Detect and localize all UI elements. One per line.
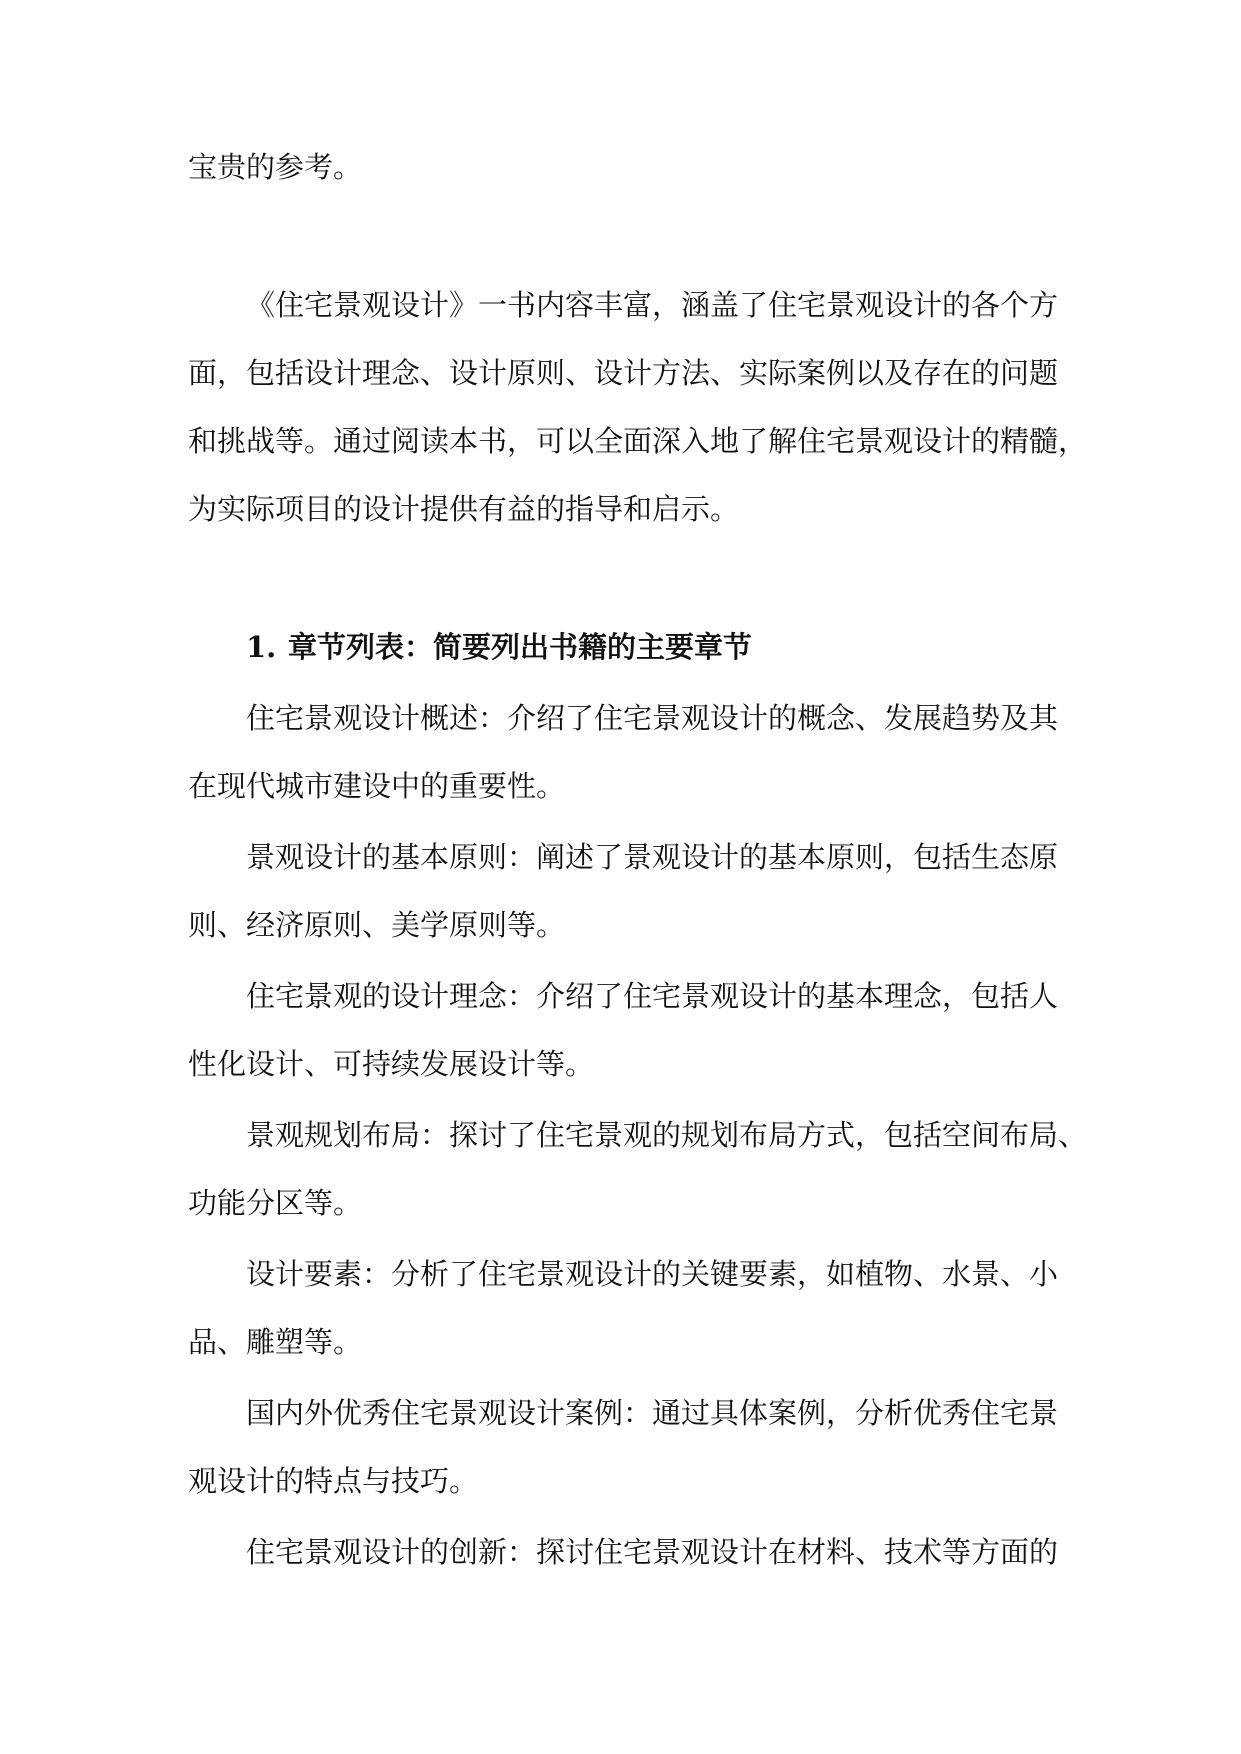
chapter-3-line-1: 住宅景观的设计理念：介绍了住宅景观设计的基本理念，包括人 [246, 979, 1059, 1013]
summary-line-4: 为实际项目的设计提供有益的指导和启示。 [188, 492, 740, 526]
intro-tail-line: 宝贵的参考。 [188, 150, 363, 184]
section-heading [188, 613, 1058, 681]
chapter-list [188, 684, 1088, 1586]
paragraph-gap [188, 201, 1058, 271]
summary-line-3: 和挑战等。通过阅读本书，可以全面深入地了解住宅景观设计的精髓， [188, 424, 1088, 458]
chapter-4-line-2: 功能分区等。 [188, 1186, 363, 1220]
chapter-6-line-2: 观设计的特点与技巧。 [188, 1464, 479, 1498]
chapter-1-line-1: 住宅景观设计概述：介绍了住宅景观设计的概念、发展趋势及其 [246, 701, 1059, 735]
chapter-item [188, 1518, 1058, 1586]
chapter-item [188, 684, 1058, 820]
chapter-4-line-1: 景观规划布局：探讨了住宅景观的规划布局方式，包括空间布局、 [246, 1118, 1088, 1152]
chapter-item [188, 1101, 1088, 1237]
chapter-1-line-2: 在现代城市建设中的重要性。 [188, 769, 566, 803]
summary-line-2: 面，包括设计理念、设计原则、设计方法、实际案例以及存在的问题 [188, 356, 1059, 390]
chapter-2-line-1: 景观设计的基本原则：阐述了景观设计的基本原则，包括生态原 [246, 840, 1059, 874]
chapter-6-line-1: 国内外优秀住宅景观设计案例：通过具体案例，分析优秀住宅景 [246, 1396, 1059, 1430]
section-title: 章节列表：简要列出书籍的主要章节 [288, 630, 753, 664]
chapter-3-line-2: 性化设计、可持续发展设计等。 [188, 1047, 595, 1081]
chapter-item [188, 823, 1058, 959]
chapter-2-line-2: 则、经济原则、美学原则等。 [188, 908, 566, 942]
summary-paragraph [188, 271, 1088, 543]
chapter-item [188, 1240, 1058, 1376]
chapter-item [188, 962, 1058, 1098]
section-number: 1. [246, 630, 277, 664]
chapter-7-line-1: 住宅景观设计的创新：探讨住宅景观设计在材料、技术等方面的 [246, 1535, 1059, 1569]
chapter-item [188, 1379, 1058, 1515]
chapter-5-line-2: 品、雕塑等。 [188, 1325, 363, 1359]
chapter-5-line-1: 设计要素：分析了住宅景观设计的关键要素，如植物、水景、小 [246, 1257, 1059, 1291]
paragraph-gap [188, 543, 1058, 613]
summary-line-1: 《住宅景观设计》一书内容丰富，涵盖了住宅景观设计的各个方 [246, 288, 1059, 322]
page-content [188, 133, 1088, 1586]
